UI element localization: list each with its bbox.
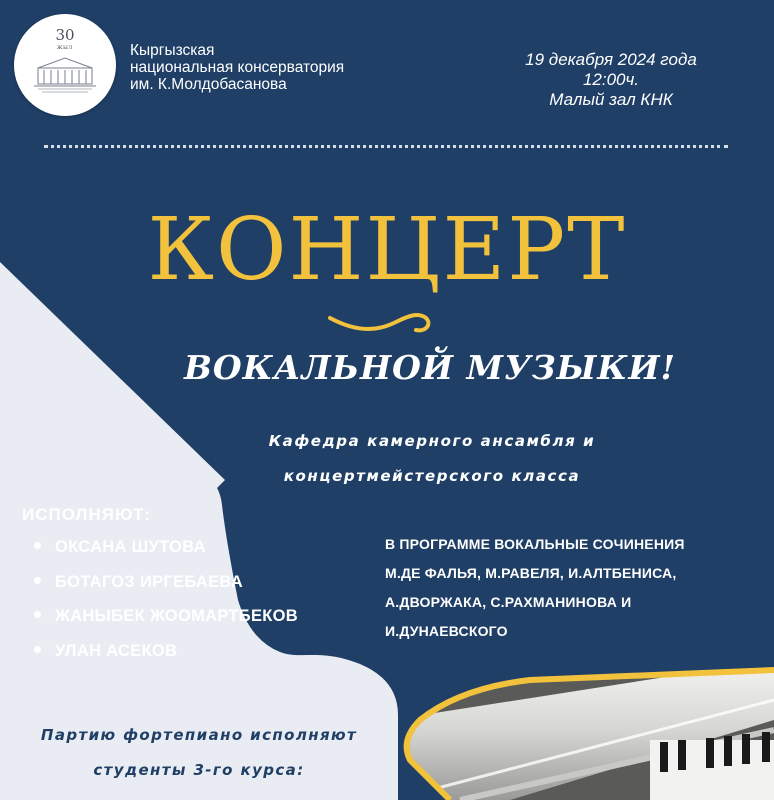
- dotted-divider: [44, 145, 728, 148]
- performer-name: ОКСАНА ШУТОВА: [55, 538, 206, 556]
- logo-anniversary-number: 30: [55, 26, 75, 44]
- performer-item: [34, 573, 298, 608]
- program-line-4: И.ДУНАЕВСКОГО: [385, 623, 508, 639]
- piano-image: [390, 660, 774, 800]
- institution-line-1: Кыргызская: [130, 42, 215, 59]
- performer-item: [34, 642, 298, 677]
- performers-list: [34, 538, 298, 676]
- performers-heading: ИСПОЛНЯЮТ:: [22, 505, 151, 524]
- performer-name: БОТАГОЗ ИРГЕБАЕВА: [55, 572, 244, 591]
- performer-item: [34, 538, 298, 573]
- pianists-line-1: Партию фортепиано исполняют: [40, 726, 358, 744]
- bullet-icon: [34, 611, 41, 618]
- department-line-1: Кафедра камерного ансамбля и: [268, 432, 596, 450]
- conservatory-logo: [14, 14, 116, 116]
- program-line-1: В ПРОГРАММЕ ВОКАЛЬНЫЕ СОЧИНЕНИЯ: [385, 536, 685, 552]
- program-line-2: М.ДЕ ФАЛЬЯ, М.РАВЕЛЯ, И.АЛТБЕНИСА,: [385, 565, 677, 581]
- logo-anniversary-label: ЖЫЛ: [56, 45, 74, 51]
- event-info: [480, 50, 742, 110]
- pianists-line-2: студенты 3-го курса:: [93, 761, 305, 779]
- institution-name: [130, 42, 344, 93]
- poster-subtitle: ВОКАЛЬНОЙ МУЗЫКИ!: [184, 348, 676, 387]
- department: [0, 424, 774, 494]
- program-description: [385, 530, 685, 646]
- bullet-icon: [34, 577, 41, 584]
- performer-item: [34, 607, 298, 642]
- building-icon: [30, 54, 100, 96]
- bullet-icon: [34, 542, 41, 549]
- pianists-note: [0, 718, 398, 788]
- institution-line-2: национальная консерватория: [130, 59, 345, 76]
- department-line-2: концертмейстерского класса: [283, 467, 581, 485]
- performer-name: ЖАНЫБЕК ЖООМАРТБЕКОВ: [55, 607, 298, 625]
- event-time: 12:00ч.: [582, 70, 640, 89]
- event-date: 19 декабря 2024 года: [525, 50, 697, 69]
- performer-name: УЛАН АСЕКОВ: [55, 641, 178, 660]
- poster-title: КОНЦЕРТ: [147, 200, 627, 300]
- institution-line-3: им. К.Молдобасанова: [130, 76, 287, 93]
- bullet-icon: [34, 646, 41, 653]
- program-line-3: А.ДВОРЖАКА, С.РАХМАНИНОВА И: [385, 594, 632, 610]
- event-venue: Малый зал КНК: [549, 90, 673, 109]
